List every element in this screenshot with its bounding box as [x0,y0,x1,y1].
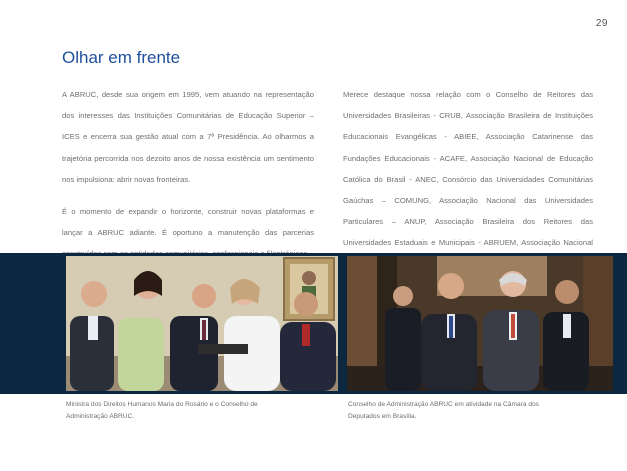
group-photo-chamber-icon [347,256,613,391]
photo-caption: Conselho de Administração ABRUC em atividade na Câmara dos Deputados em Brasília. [348,401,539,420]
left-column [62,84,314,275]
paragraph: Merece destaque nossa relação com o Conselho de Reitores das Universidades Brasileiras - CRUB, Associação Brasileira de Instituições Educacionais Evangélicas - ABIEE, Associação Catarinense das Fundações Educacionais - ACAFE, Associação Nacional de Educação Católica do Brasil - ANEC, Consórcio das Universidades Comunitárias Gaúchas – COMUNG, Associação Nacional das Universidades Particulares – ANUP, Associação Brasileira dos Reitores das Universidades Estaduais e Municipais - ABRUEM, Associação Nacional [343,90,593,248]
page-title: Olhar em frente [62,48,181,67]
group-photo-ministry [66,256,338,391]
photo-caption: Ministra dos Direitos Humanos Maria do Rosário e o Conselho de Administração ABRUC. [66,401,258,420]
paragraph: A ABRUC, desde sua origem em 1995, vem atuando na representação dos interesses das Instituições Comunitárias de Educação Superior – ICES e encerra sua gestão atual com a 7ª Presidência. Ao olharmos a trajetória percorrida nos dezoito anos de nossa existência um sentimento nos impulsiona: abrir novas fronteiras. [62,90,314,184]
group-photo-ministry-icon [66,256,338,391]
group-photo-chamber [347,256,613,391]
paragraph: É o momento de expandir o horizonte, construir novas plataformas e lançar a ABRUC adiante. É oportuno a manutenção das parcerias [62,206,314,237]
page-number: 29 [595,18,608,29]
